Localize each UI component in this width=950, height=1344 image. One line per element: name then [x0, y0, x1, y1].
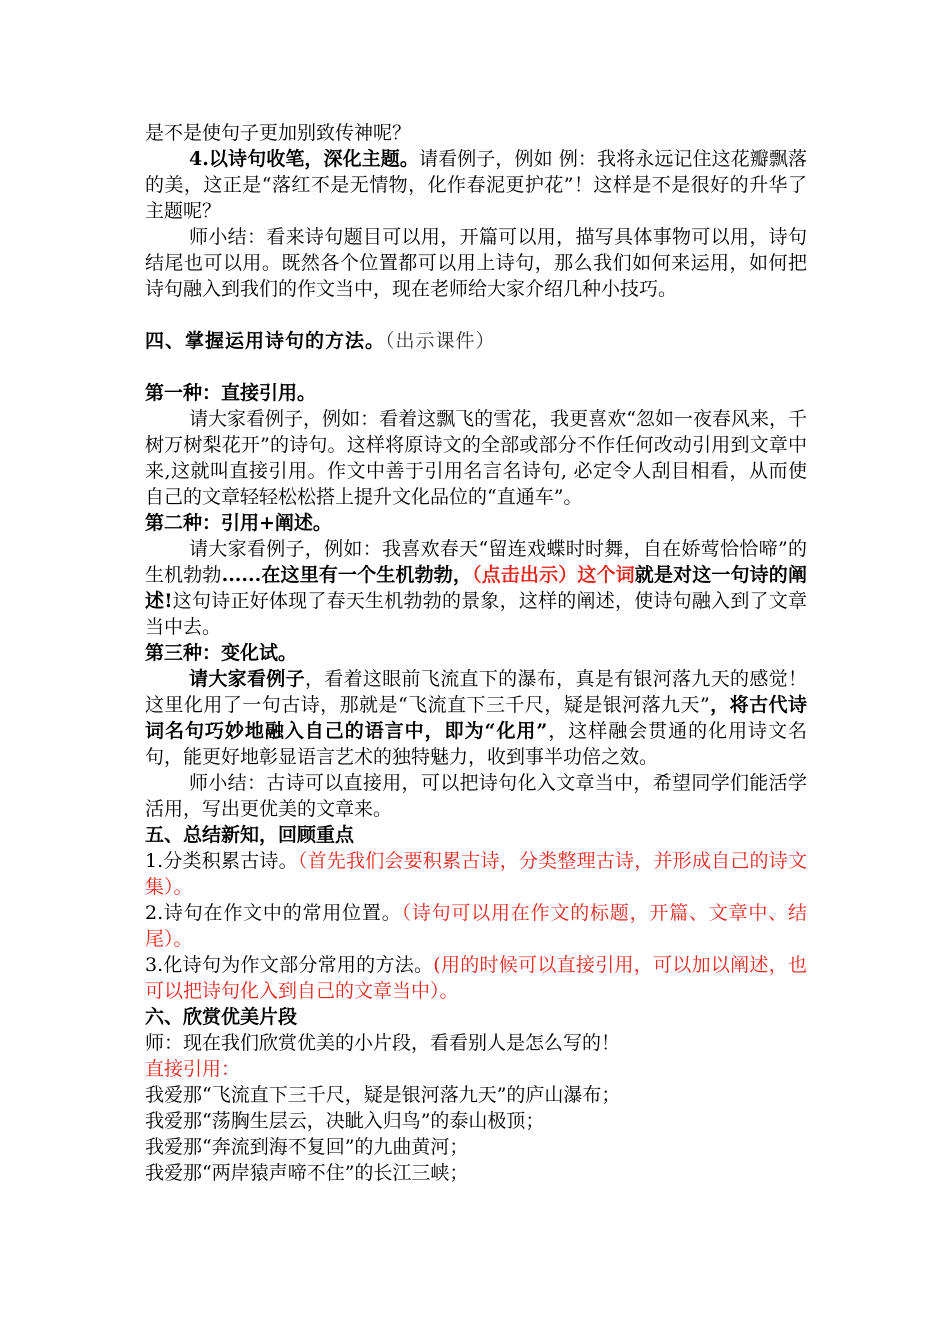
section-6-intro: 师：现在我们欣赏优美的小片段，看看别人是怎么写的！ [145, 1032, 621, 1054]
technique-4-title: 4.以诗句收笔，深化主题。 [189, 148, 420, 170]
section-6-heading: 六、欣赏优美片段 [145, 1006, 298, 1028]
spacer [145, 302, 807, 328]
section-4-heading [145, 328, 807, 354]
method-2-explanation: 这句诗正好体现了春天生机勃勃的景象，这样的阐述，使诗句融入到了文章当中去。 [145, 590, 807, 638]
summary-item-2-text: 2.诗句在作文中的常用位置。 [145, 902, 402, 924]
example-line: 我爱那“奔流到海不复回”的九曲黄河； [145, 1136, 469, 1158]
method-3-example: ，看着这眼前飞流直下的瀑布，真是有银河落九天的感觉！这里化用了一句古诗，那就是“飞流直下三千尺，疑是银河落九天” [145, 668, 807, 716]
method-2-example: 请大家看例子，例如：我喜欢春天“留连戏蝶时时舞，自在娇莺恰恰啼”的生机勃勃 [145, 538, 807, 586]
method-1-heading: 第一种：直接引用。 [145, 382, 317, 404]
summary-item-1 [145, 848, 807, 900]
method-2-red-note: （点击出示）这个词 [472, 564, 635, 586]
summary-item-2-note: （诗句可以用在作文的标题，开篇、文章中、结尾）。 [145, 902, 807, 950]
teacher-summary-1: 师小结：看来诗句题目可以用，开篇可以用，描写具体事物可以用，诗句结尾也可以用。既然各个位置都可以用上诗句，那么我们如何来运用，如何把诗句融入到我们的作文当中，现在老师给大家介绍几种小技巧。 [145, 226, 807, 300]
method-3-bold-2: ，将古代诗词名句巧妙地融入自己的语言中，即为“化用” [145, 694, 807, 742]
section-5-heading: 五、总结新知，回顾重点 [145, 824, 355, 846]
teacher-summary-2: 师小结：古诗可以直接用，可以把诗句化入文章当中，希望同学们能活学活用，写出更优美的文章来。 [145, 772, 807, 820]
method-3-heading: 第三种：变化试。 [145, 642, 298, 664]
method-3-text [145, 666, 807, 770]
method-2-bold-1: ......在这里有一个生机勃勃， [221, 564, 472, 586]
method-2-heading: 第二种：引用+阐述。 [145, 512, 332, 534]
example-line: 我爱那“飞流直下三千尺，疑是银河落九天”的庐山瀑布； [145, 1084, 621, 1106]
method-3-explanation: ，这样融会贯通的化用诗文名句，能更好地彰显语言艺术的独特魅力，收到事半功倍之效。 [145, 720, 807, 768]
example-line: 我爱那“两岸猿声啼不住”的长江三峡； [145, 1162, 469, 1184]
method-1-text: 请大家看例子，例如：看着这飘飞的雪花，我更喜欢“忽如一夜春风来，千树万树梨花开”的诗句。这样将原诗文的全部或部分不作任何改动引用到文章中来,这就叫直接引用。作文中善于引用名言名诗句, 必定令人刮目相看，从而使自己的文章轻轻松松搭上提升文化品位的“直通车”。 [145, 408, 807, 508]
summary-item-3-note: (用的时候可以直接引用，可以加以阐述，也可以把诗句化入到自己的文章当中）。 [145, 954, 807, 1002]
section-6-label: 直接引用： [145, 1058, 241, 1080]
summary-item-3 [145, 952, 807, 1004]
paragraph-technique-4 [145, 146, 807, 224]
section-4-note: （出示课件） [385, 330, 496, 352]
summary-item-2 [145, 900, 807, 952]
paragraph-continuation: 是不是使句子更加别致传神呢？ [145, 122, 412, 144]
method-2-text [145, 536, 807, 640]
document-page [145, 120, 807, 1186]
summary-item-1-note: （首先我们会要积累古诗，分类整理古诗，并形成自己的诗文集）。 [145, 850, 807, 898]
section-4-title: 四、掌握运用诗句的方法。 [145, 330, 386, 352]
spacer [145, 354, 807, 380]
method-3-bold-1: 请大家看例子 [189, 668, 305, 690]
technique-4-text: 请看例子，例如 例：我将永远记住这花瓣飘落的美，这正是“落红不是无情物，化作春泥更护花”！这样是不是很好的升华了主题呢？ [145, 148, 807, 222]
example-line: 我爱那“荡胸生层云，决眦入归鸟”的泰山极顶； [145, 1110, 545, 1132]
summary-item-1-text: 1.分类积累古诗。 [145, 850, 298, 872]
method-2-bold-2: 就是对这一句诗的阐述! [145, 564, 807, 612]
summary-item-3-text: 3.化诗句为作文部分常用的方法。 [145, 954, 434, 976]
